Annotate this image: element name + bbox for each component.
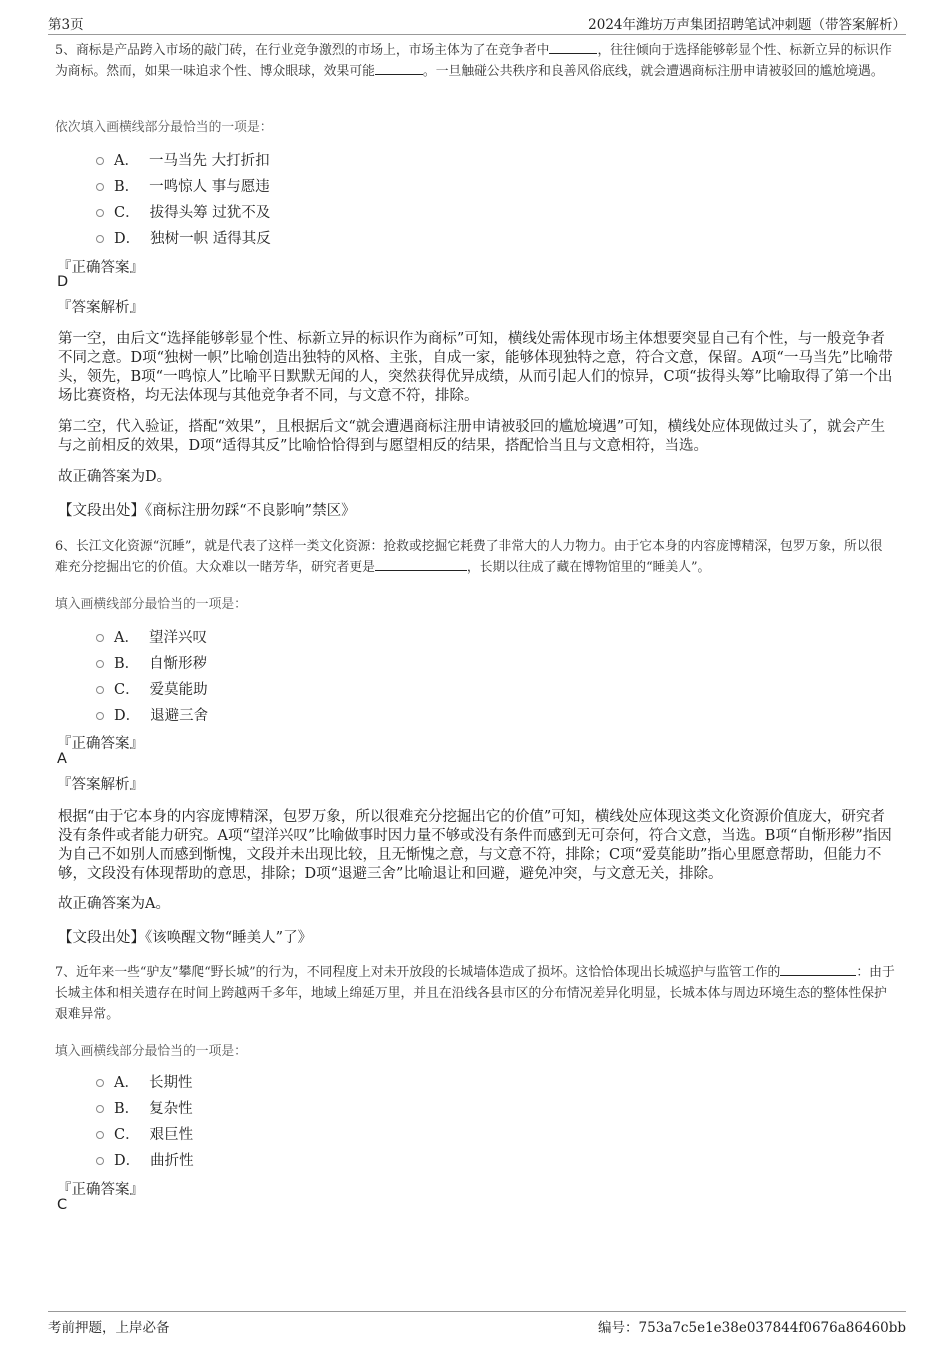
q5-analysis-paragraph-1: 第一空，由后文“选择能够彰显个性、标新立异的标识作为商标”可知，横线处需体现市场主体想要突显自己有个性，与一般竞争者不同之意。D项“独树一帜”比喻创造出独特的风格、主张，自成一家，能够体现独特之意，符合文意，保留。A项“一马当先”比喻带头，领先，B项“一鸣惊人”比喻平日默默无闻的人，突然获得优异成绩，从而引起人们的惊异，C项“拔得头筹”比喻取得了第一个出场比赛资格，均无法体现与其他竞争者不同，与文意不符，排除。 xyxy=(58,331,893,404)
q6-source: 【文段出处】《该唤醒文物“睡美人”了》 xyxy=(58,930,313,946)
q6-prompt: 填入画横线部分最恰当的一项是： xyxy=(55,597,247,612)
q7-option-a[interactable]: A． 长期性 xyxy=(96,1068,194,1094)
page-header xyxy=(48,10,906,35)
q6-analysis-label: 『答案解析』 xyxy=(57,777,144,793)
radio-icon[interactable] xyxy=(96,1079,104,1087)
q6-answer: A xyxy=(57,751,67,767)
q7-options xyxy=(96,1068,194,1172)
footer-slogan: 考前押题，上岸必备 xyxy=(48,1320,170,1336)
radio-icon[interactable] xyxy=(96,712,104,720)
q5-stem-part-a: 5、商标是产品跨入市场的敲门砖，在行业竞争激烈的市场上，市场主体为了在竞争者中 xyxy=(55,43,550,58)
radio-icon[interactable] xyxy=(96,235,104,243)
q7-option-c[interactable]: C． 艰巨性 xyxy=(96,1120,194,1146)
radio-icon[interactable] xyxy=(96,686,104,694)
q6-option-c[interactable]: C． 爱莫能助 xyxy=(96,675,208,701)
question-7-stem xyxy=(55,962,895,1025)
q7-option-b[interactable]: B． 复杂性 xyxy=(96,1094,194,1120)
q7-stem-part-a: 7、近年来一些“驴友”攀爬“野长城”的行为，不同程度上对未开放段的长城墙体造成了损坏。这恰恰体现出长城巡护与监管工作的 xyxy=(55,965,781,980)
q7-option-d[interactable]: D． 曲折性 xyxy=(96,1146,194,1172)
q5-analysis-label: 『答案解析』 xyxy=(57,300,144,316)
q5-option-b[interactable]: B． 一鸣惊人 事与愿违 xyxy=(96,172,271,198)
document-id: 编号：753a7c5e1e38e037844f0676a86460bb xyxy=(598,1320,906,1336)
radio-icon[interactable] xyxy=(96,1131,104,1139)
q5-stem-part-c: 。一旦触碰公共秩序和良善风俗底线，就会遭遇商标注册申请被驳回的尴尬境遇。 xyxy=(422,64,884,79)
question-5-stem xyxy=(55,40,895,82)
q6-stem-part-b: ，长期以往成了藏在博物馆里的“睡美人”。 xyxy=(466,560,711,575)
radio-icon[interactable] xyxy=(96,183,104,191)
question-6-stem xyxy=(55,536,895,578)
q5-conclusion: 故正确答案为D。 xyxy=(58,469,172,485)
q5-option-d[interactable]: D． 独树一帜 适得其反 xyxy=(96,224,271,250)
q5-source: 【文段出处】《商标注册勿踩“不良影响”禁区》 xyxy=(58,503,356,519)
radio-icon[interactable] xyxy=(96,209,104,217)
q7-answer-label: 『正确答案』 xyxy=(57,1182,144,1198)
q5-answer: D xyxy=(57,274,69,290)
page-number: 第3页 xyxy=(48,17,84,33)
radio-icon[interactable] xyxy=(96,660,104,668)
q7-blank xyxy=(780,963,856,976)
q7-stem-part-b: ：由于长城主体和相关遗存在时间上跨越两千多年，地域上绵延万里，并且在沿线各县市区的分布情况差异化明显，长城本体与周边环境生态的整体性保护艰难异常。 xyxy=(55,965,895,1022)
page-footer xyxy=(48,1311,906,1336)
q5-blank-1 xyxy=(549,41,597,54)
q6-conclusion: 故正确答案为A。 xyxy=(58,896,170,912)
radio-icon[interactable] xyxy=(96,634,104,642)
q5-analysis-paragraph-2: 第二空，代入验证，搭配“效果”，且根据后文“就会遭遇商标注册申请被驳回的尴尬境遇”可知，横线处应体现做过头了，就会产生与之前相反的效果，D项“适得其反”比喻恰恰得到与愿望相反的结果，搭配恰当且与文意相符，当选。 xyxy=(58,419,886,454)
q5-options xyxy=(96,146,271,250)
q7-answer: C xyxy=(57,1197,68,1213)
q6-options xyxy=(96,623,208,727)
radio-icon[interactable] xyxy=(96,1157,104,1165)
q5-answer-label: 『正确答案』 xyxy=(57,260,144,276)
q6-analysis-paragraph: 根据“由于它本身的内容庞博精深，包罗万象，所以很难充分挖掘出它的价值”可知，横线处应体现这类文化资源价值庞大，研究者没有条件或者能力研究。A项“望洋兴叹”比喻做事时因力量不够或没有条件而感到无可奈何，符合文意，当选。B项“自惭形秽”指因为自己不如别人而感到惭愧，文段并未出现比较，且无惭愧之意，与文意不符，排除；C项“爱莫能助”指心里愿意帮助，但能力不够，文段没有体现帮助的意思，排除；D项“退避三舍”比喻退让和回避，避免冲突，与文意无关，排除。 xyxy=(58,809,892,882)
q5-blank-2 xyxy=(375,62,423,75)
q6-blank xyxy=(375,558,467,571)
q5-prompt: 依次填入画横线部分最恰当的一项是： xyxy=(55,120,273,135)
q5-option-a[interactable]: A． 一马当先 大打折扣 xyxy=(96,146,271,172)
q6-answer-label: 『正确答案』 xyxy=(57,736,144,752)
q5-stem-part-b: ，往往倾向于选择能够彰显个性、标新立异的标识作为商标。然而，如果一味追求个性、博众眼球，效果可能 xyxy=(55,43,892,79)
document-title: 2024年潍坊万声集团招聘笔试冲刺题（带答案解析） xyxy=(588,17,906,33)
q7-prompt: 填入画横线部分最恰当的一项是： xyxy=(55,1044,247,1059)
q6-option-d[interactable]: D． 退避三舍 xyxy=(96,701,208,727)
q6-option-b[interactable]: B． 自惭形秽 xyxy=(96,649,208,675)
q6-stem-part-a: 6、长江文化资源“沉睡”，就是代表了这样一类文化资源：抢救或挖掘它耗费了非常大的人力物力。由于它本身的内容庞博精深，包罗万象，所以很难充分挖掘出它的价值。大众难以一睹芳华，研究者更是 xyxy=(55,539,883,575)
radio-icon[interactable] xyxy=(96,157,104,165)
q5-option-c[interactable]: C． 拔得头筹 过犹不及 xyxy=(96,198,271,224)
radio-icon[interactable] xyxy=(96,1105,104,1113)
q6-option-a[interactable]: A． 望洋兴叹 xyxy=(96,623,208,649)
